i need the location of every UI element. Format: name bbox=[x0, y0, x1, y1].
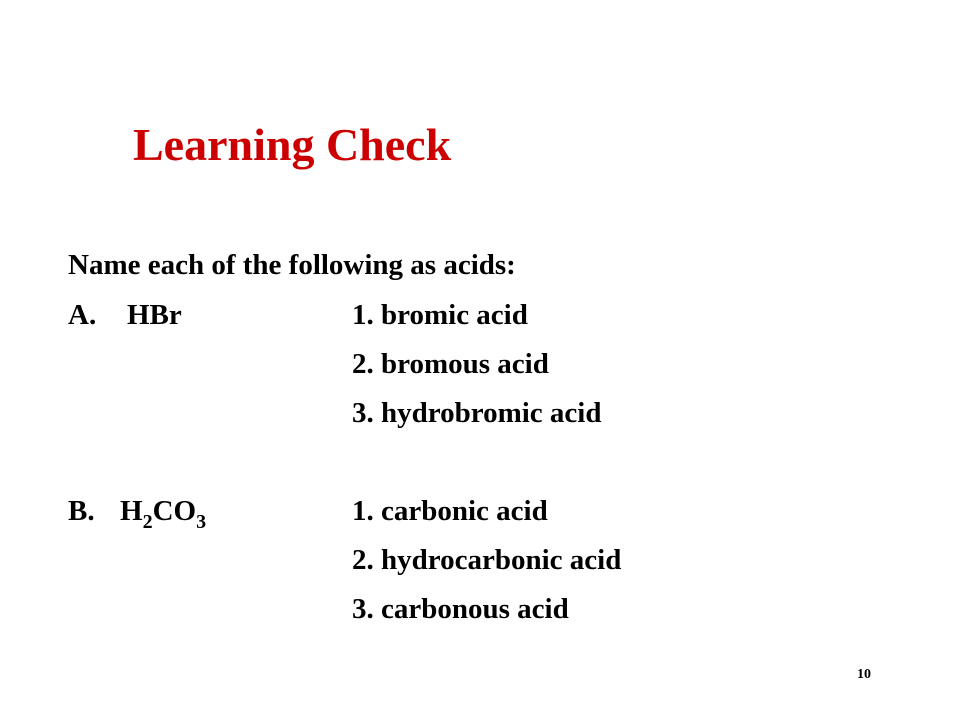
question-b-label: B. bbox=[68, 495, 95, 527]
question-a-label: A. bbox=[68, 299, 97, 331]
question-a-option-2: 2. bromous acid bbox=[352, 348, 549, 380]
question-b-compound bbox=[120, 495, 207, 533]
question-b-option-1: 1. carbonic acid bbox=[352, 495, 548, 527]
instruction-text: Name each of the following as acids: bbox=[68, 249, 516, 281]
formula-subscript: 2 bbox=[142, 511, 153, 533]
question-a-option-1: 1. bromic acid bbox=[352, 299, 528, 331]
slide-title: Learning Check bbox=[133, 119, 452, 170]
formula-part: CO bbox=[152, 495, 197, 527]
question-a-option-3: 3. hydrobromic acid bbox=[352, 397, 602, 429]
question-a-compound: HBr bbox=[127, 299, 182, 331]
formula-part: H bbox=[120, 495, 143, 527]
question-b-option-2: 2. hydrocarbonic acid bbox=[352, 544, 622, 576]
question-b-option-3: 3. carbonous acid bbox=[352, 593, 569, 625]
formula-subscript: 3 bbox=[196, 511, 207, 533]
page-number: 10 bbox=[857, 667, 871, 682]
